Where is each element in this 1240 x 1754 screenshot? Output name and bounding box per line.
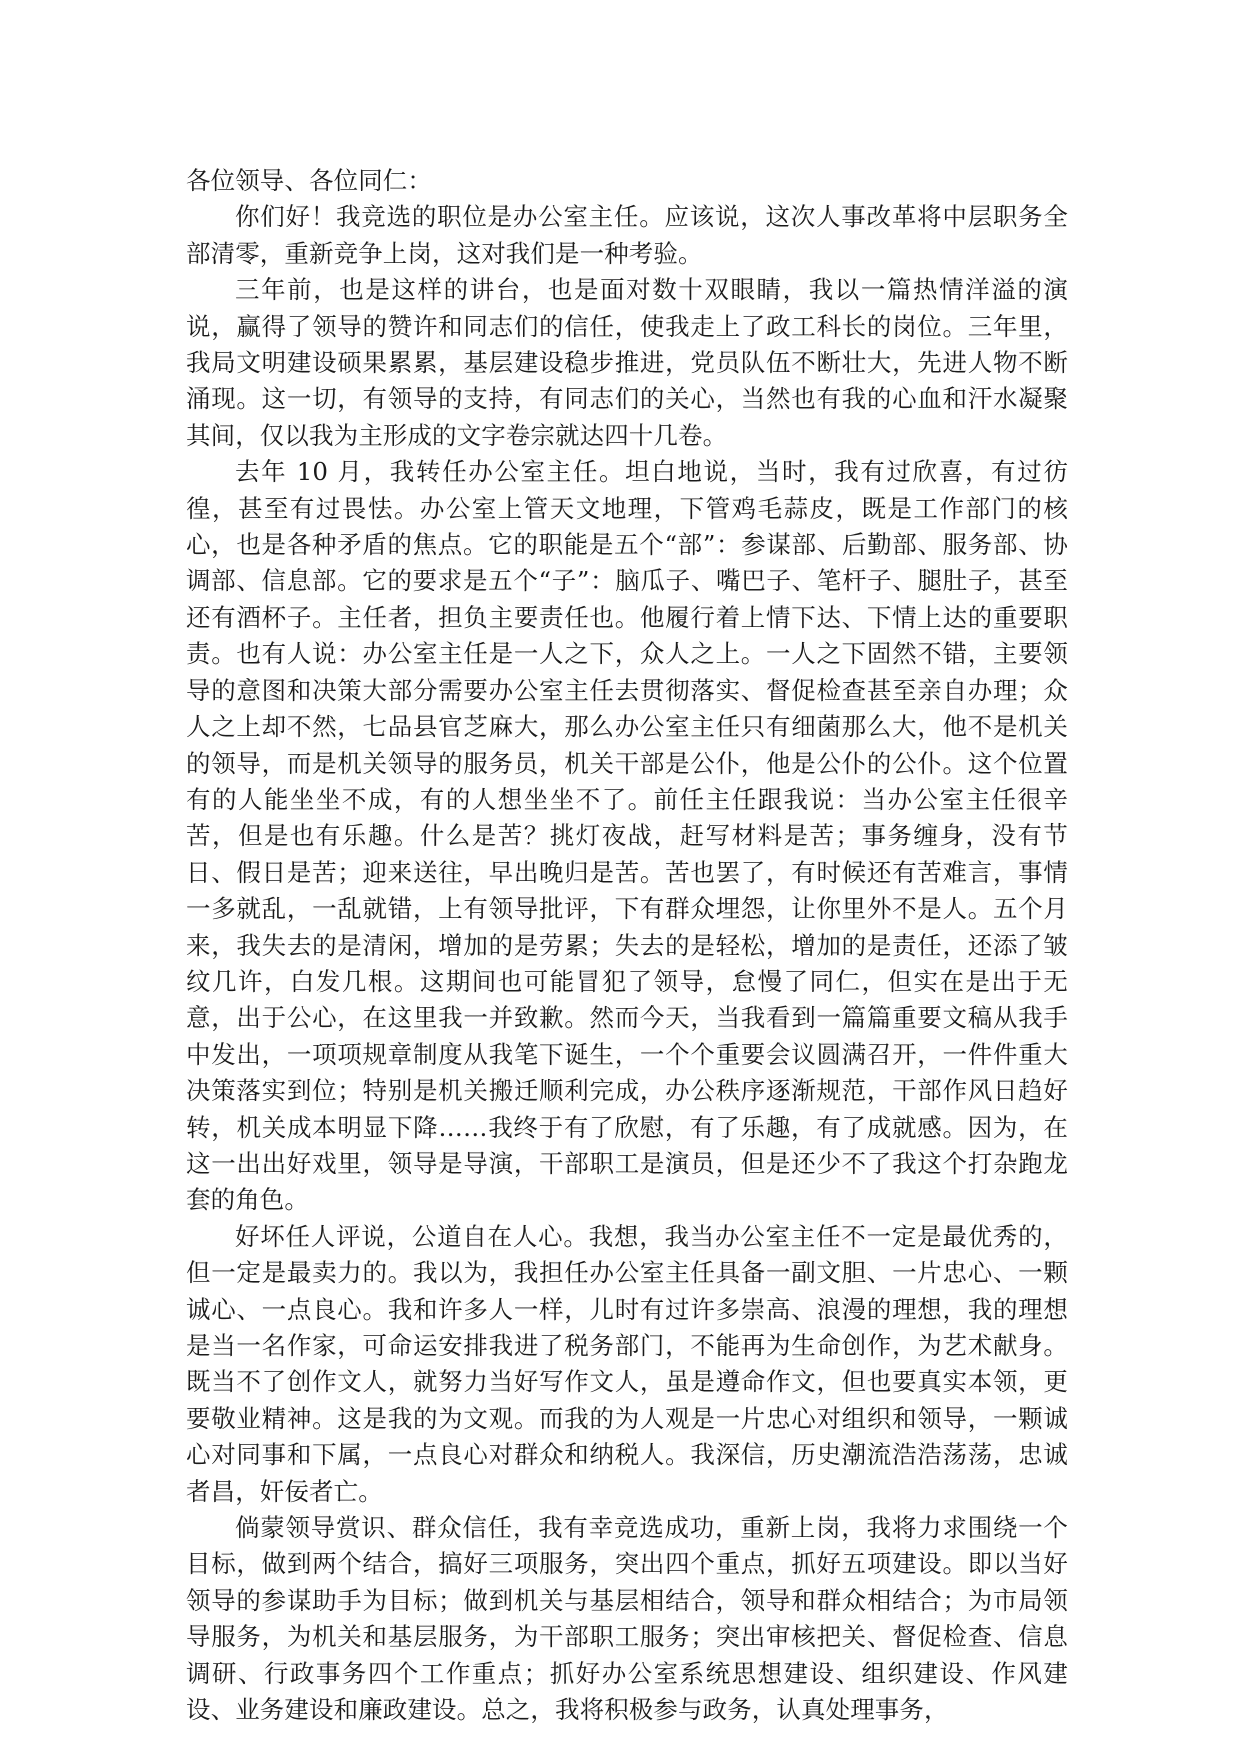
- salutation: 各位领导、各位同仁：: [186, 166, 432, 195]
- paragraph-greeting: 你们好！我竞选的职位是办公室主任。应该说，这次人事改革将中层职务全部清零，重新竞争上岗，这对我们是一种考验。: [186, 202, 1068, 268]
- paragraph-past-achievements: 三年前，也是这样的讲台，也是面对数十双眼睛，我以一篇热情洋溢的演说，赢得了领导的赞许和同志们的信任，使我走上了政工科长的岗位。三年里，我局文明建设硕果累累，基层建设稳步推进，党员队伍不断壮大，先进人物不断涌现。这一切，有领导的支持，有同志们的关心，当然也有我的心血和汗水凝聚其间，仅以我为主形成的文字卷宗就达四十几卷。: [186, 275, 1068, 450]
- paragraph-office-director-role: 去年 10 月，我转任办公室主任。坦白地说，当时，我有过欣喜，有过彷徨，甚至有过畏怯。办公室上管天文地理，下管鸡毛蒜皮，既是工作部门的核心，也是各种矛盾的焦点。它的职能是五个“部”：参谋部、后勤部、服务部、协调部、信息部。它的要求是五个“子”：脑瓜子、嘴巴子、笔杆子、腿肚子，甚至还有酒杯子。主任者，担负主要责任也。他履行着上情下达、下情上达的重要职责。也有人说：办公室主任是一人之下，众人之上。一人之下固然不错，主要领导的意图和决策大部分需要办公室主任去贯彻落实、督促检查甚至亲自办理；众人之上却不然，七品县官芝麻大，那么办公室主任只有细菌那么大，他不是机关的领导，而是机关领导的服务员，机关干部是公仆，他是公仆的公仆。这个位置有的人能坐坐不成，有的人想坐坐不了。前任主任跟我说：当办公室主任很辛苦，但是也有乐趣。什么是苦？挑灯夜战，赶写材料是苦；事务缠身，没有节日、假日是苦；迎来送往，早出晚归是苦。苦也罢了，有时候还有苦难言，事情一多就乱，一乱就错，上有领导批评，下有群众埋怨，让你里外不是人。五个月来，我失去的是清闲，增加的是劳累；失去的是轻松，增加的是责任，还添了皱纹几许，白发几根。这期间也可能冒犯了领导，怠慢了同仁，但实在是出于无意，出于公心，在这里我一并致歉。然而今天，当我看到一篇篇重要文稿从我手中发出，一项项规章制度从我笔下诞生，一个个重要会议圆满召开，一件件重大决策落实到位；特别是机关搬迁顺利完成，办公秩序逐渐规范，干部作风日趋好转，机关成本明显下降……我终于有了欣慰，有了乐趣，有了成就感。因为，在这一出出好戏里，领导是导演，干部职工是演员，但是还少不了我这个打杂跑龙套的角色。: [186, 457, 1068, 1215]
- speech-body: [186, 163, 1068, 1728]
- paragraph-work-plan: 倘蒙领导赏识、群众信任，我有幸竞选成功，重新上岗，我将力求围绕一个目标，做到两个结合，搞好三项服务，突出四个重点，抓好五项建设。即以当好领导的参谋助手为目标；做到机关与基层相结合，领导和群众相结合；为市局领导服务，为机关和基层服务，为干部职工服务；突出审核把关、督促检查、信息调研、行政事务四个工作重点；抓好办公室系统思想建设、组织建设、作风建设、业务建设和廉政建设。总之，我将积极参与政务，认真处理事务，: [186, 1513, 1068, 1725]
- paragraph-qualifications: 好坏任人评说，公道自在人心。我想，我当办公室主任不一定是最优秀的，但一定是最卖力的。我以为，我担任办公室主任具备一副文胆、一片忠心、一颗诚心、一点良心。我和许多人一样，儿时有过许多崇高、浪漫的理想，我的理想是当一名作家，可命运安排我进了税务部门，不能再为生命创作，为艺术献身。既当不了创作文人，就努力当好写作文人，虽是遵命作文，但也要真实本领，更要敬业精神。这是我的为文观。而我的为人观是一片忠心对组织和领导，一颗诚心对同事和下属，一点良心对群众和纳税人。我深信，历史潮流浩浩荡荡，忠诚者昌，奸佞者亡。: [186, 1221, 1068, 1506]
